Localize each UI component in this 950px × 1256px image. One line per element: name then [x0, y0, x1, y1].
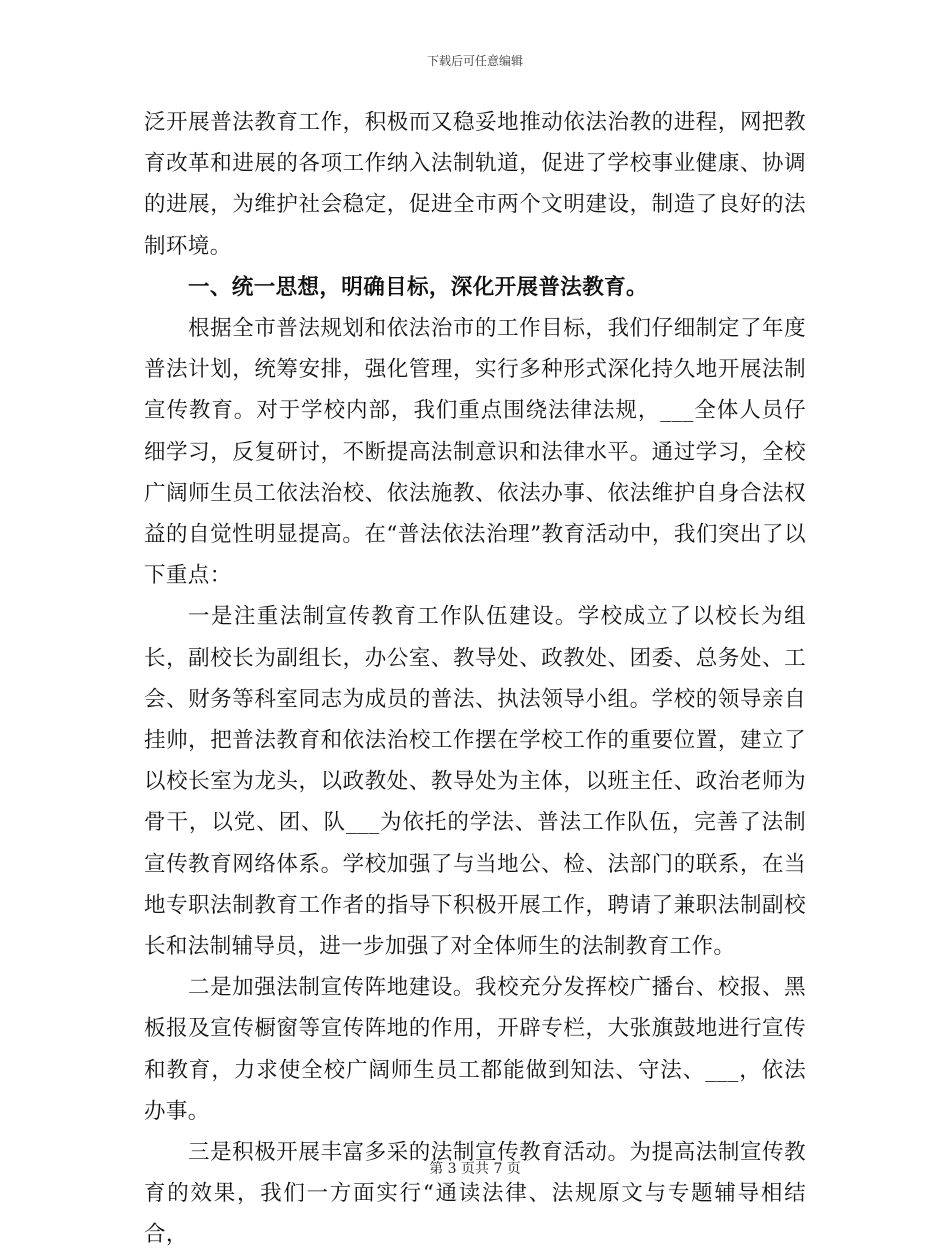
page-header: 下载后可任意编辑 [426, 54, 523, 68]
paragraph-1: 泛开展普法教育工作，积极而又稳妥地推动依法治教的进程，网把教育改革和进展的各项工作纳入法制轨道，促进了学校事业健康、协调的进展，为维护社会稳定，促进全市两个文明建设，制造了良好的法制环境。 [144, 110, 806, 259]
document-body [144, 102, 806, 1256]
section-heading-1: 一、统一思想，明确目标，深化开展普法教育。 [188, 274, 648, 300]
paragraph-5: 三是积极开展丰富多采的法制宣传教育活动。为提高法制宣传教育的效果，我们一方面实行“通读法律、法规原文与专题辅导相结合， [144, 1140, 806, 1248]
paragraph-4: 二是加强法制宣传阵地建设。我校充分发挥校广播台、校报、黑板报及宣传橱窗等宣传阵地的作用，开辟专栏，大张旗鼓地进行宣传和教育，力求使全校广阔师生员工都能做到知法、守法、___，依法办事。 [144, 975, 806, 1124]
paragraph-3: 一是注重法制宣传教育工作队伍建设。学校成立了以校长为组长，副校长为副组长，办公室、教导处、政教处、团委、总务处、工会、财务等科室同志为成员的普法、执法领导小组。学校的领导亲自挂帅，把普法教育和依法治校工作摆在学校工作的重要位置，建立了以校长室为龙头，以政教处、教导处为主体，以班主任、政治老师为骨干，以党、团、队___为依托的学法、普法工作队伍，完善了法制宣传教育网络体系。学校加强了与当地公、检、法部门的联系，在当地专职法制教育工作者的指导下积极开展工作，聘请了兼职法制副校长和法制辅导员，进一步加强了对全体师生的法制教育工作。 [144, 604, 806, 960]
paragraph-2: 根据全市普法规划和依法治市的工作目标，我们仔细制定了年度普法计划，统筹安排，强化管理，实行多种形式深化持久地开展法制宣传教育。对于学校内部，我们重点围绕法律法规，___全体人员仔细学习，反复研讨，不断提高法制意识和法律水平。通过学习，全校广阔师生员工依法治校、依法施教、依法办事、依法维护自身合法权益的自觉性明显提高。在“普法依法治理”教育活动中，我们突出了以下重点： [144, 316, 806, 589]
page-number: 第 3 页共 7 页 [429, 1161, 521, 1177]
